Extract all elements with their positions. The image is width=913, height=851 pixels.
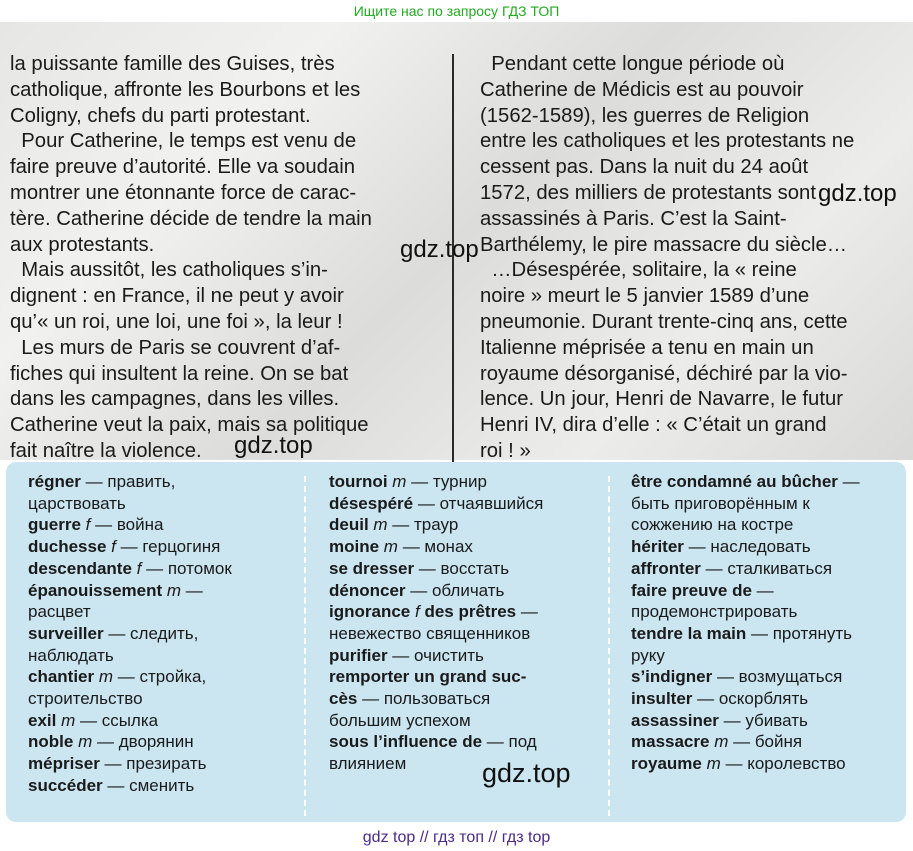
vocabulary-entry — [28, 666, 290, 688]
vocabulary-entry — [28, 601, 290, 623]
text-line: Catherine de Médicis est au pouvoir — [480, 78, 804, 101]
vocabulary-gender: m — [166, 580, 182, 600]
vocabulary-entry — [28, 493, 290, 515]
text-line: aux protestants. — [10, 233, 155, 256]
vocabulary-term: assassiner — [631, 710, 719, 730]
vocabulary-entry — [329, 666, 591, 688]
vocabulary-definition: — очистить — [387, 645, 484, 665]
vocabulary-definition: — траур — [387, 515, 459, 535]
vocabulary-entry — [329, 731, 591, 753]
watermark: gdz.top — [818, 180, 897, 207]
vocabulary-term: mépriser — [28, 754, 100, 774]
text-line: Catherine veut la paix, mais sa politique — [10, 414, 369, 437]
vocabulary-entry — [329, 645, 591, 667]
vocabulary-separator — [608, 476, 610, 816]
vocabulary-gender: m — [714, 732, 729, 752]
vocabulary-definition: — королевство — [720, 754, 846, 774]
vocabulary-column-1 — [28, 471, 290, 797]
vocabulary-definition: — — [516, 602, 538, 622]
vocabulary-gender: m — [383, 537, 398, 557]
vocabulary-term: chantier — [28, 667, 95, 687]
vocabulary-definition: — оскорблять — [692, 689, 809, 709]
vocabulary-entry — [28, 471, 290, 493]
vocabulary-gender: m — [373, 515, 388, 535]
vocabulary-entry — [631, 471, 901, 493]
vocabulary-gender: m — [706, 754, 721, 774]
vocabulary-definition: — война — [90, 515, 164, 535]
vocabulary-term: deuil — [329, 515, 369, 535]
text-line: la puissante famille des Guises, très — [10, 53, 335, 75]
vocabulary-definition: — турнир — [406, 472, 487, 491]
vocabulary-entry — [631, 666, 901, 688]
text-line: 1572, des milliers de protestants sont — [480, 181, 816, 204]
vocabulary-definition: влиянием — [329, 754, 407, 774]
vocabulary-definition: быть приговорённым к — [631, 493, 810, 513]
vocabulary-gender: m — [78, 732, 93, 752]
vocabulary-term: tournoi — [329, 472, 388, 491]
text-line: Barthélemy, le pire massacre du siècle… — [480, 233, 848, 256]
vocabulary-term: exil — [28, 710, 57, 730]
vocabulary-term: duchesse — [28, 537, 107, 557]
text-line: faire preuve d’autorité. Elle va soudain — [10, 156, 355, 179]
vocabulary-entry — [631, 558, 901, 580]
vocabulary-entry — [28, 710, 290, 732]
vocabulary-term: désespéré — [329, 493, 414, 513]
vocabulary-term: affronter — [631, 558, 701, 578]
text-line: noire » meurt le 5 janvier 1589 d’une — [480, 285, 810, 308]
vocabulary-entry — [28, 580, 290, 602]
vocabulary-term: faire preuve de — [631, 580, 752, 600]
vocabulary-term: régner — [28, 472, 81, 491]
vocabulary-term: remporter un grand suc- — [329, 667, 527, 687]
vocabulary-definition: царствовать — [28, 493, 126, 513]
vocabulary-entry — [631, 645, 901, 667]
vocabulary-entry — [631, 688, 901, 710]
text-line: lence. Un jour, Henri de Navarre, le futur — [480, 388, 843, 411]
vocabulary-term: noble — [28, 732, 74, 752]
vocabulary-definition: — бойня — [728, 732, 803, 752]
vocabulary-term: s’indigner — [631, 667, 713, 687]
vocabulary-term: moine — [329, 537, 380, 557]
vocabulary-definition: — сталкиваться — [700, 558, 833, 578]
vocabulary-definition: — под — [482, 732, 537, 752]
vocabulary-definition: невежество священников — [329, 623, 531, 643]
vocabulary-gender: m — [392, 472, 407, 491]
vocabulary-entry — [329, 514, 591, 536]
vocabulary-term: descendante — [28, 558, 132, 578]
vocabulary-entry — [329, 623, 591, 645]
text-line: Henri IV, dira d’elle : « C’était un grand — [480, 414, 827, 437]
vocabulary-definition: — — [837, 472, 860, 491]
text-column-right — [480, 52, 910, 465]
text-line: cessent pas. Dans la nuit du 24 août — [480, 156, 809, 179]
vocabulary-gender: f — [85, 515, 91, 535]
vocabulary-definition: расцвет — [28, 602, 91, 622]
top-banner: Ищите нас по запросу ГДЗ ТОП — [353, 3, 560, 19]
vocabulary-definition: — ссылка — [75, 710, 159, 730]
text-line: dignent : en France, il ne peut y avoir — [10, 285, 344, 308]
text-line: tère. Catherine décide de tendre la main — [10, 207, 372, 230]
vocabulary-gender: m — [61, 710, 76, 730]
vocabulary-entry — [329, 688, 591, 710]
vocabulary-definition: — возмущаться — [712, 667, 843, 687]
text-line: royaume désorganisé, déchiré par la vio- — [480, 362, 848, 385]
text-line: qu’« un roi, une loi, une foi », la leur ! — [10, 310, 343, 333]
vocabulary-entry — [329, 493, 591, 515]
vocabulary-entry — [28, 688, 290, 710]
vocabulary-entry — [28, 536, 290, 558]
vocabulary-term: dénoncer — [329, 580, 406, 600]
vocabulary-entry — [631, 514, 901, 536]
vocabulary-definition: сожжению на костре — [631, 515, 794, 535]
vocabulary-entry — [329, 558, 591, 580]
watermark: gdz.top — [234, 432, 313, 459]
text-line: fiches qui insultent la reine. On se bat — [10, 362, 349, 385]
vocabulary-gender: f — [111, 537, 116, 557]
vocabulary-term: tendre la main — [631, 623, 747, 643]
vocabulary-entry — [329, 471, 591, 493]
vocabulary-column-3 — [631, 471, 901, 775]
vocabulary-gender: f — [414, 602, 420, 622]
vocabulary-entry — [28, 623, 290, 645]
vocabulary-term: royaume — [631, 754, 702, 774]
text-line: montrer une étonnante force de carac- — [10, 181, 357, 204]
text-line: Les murs de Paris se couvrent d’af- — [10, 336, 341, 359]
vocabulary-entry — [631, 536, 901, 558]
vocabulary-definition: — убивать — [718, 710, 808, 730]
vocabulary-entry — [28, 775, 290, 797]
vocabulary-entry — [631, 493, 901, 515]
vocabulary-definition: — — [751, 580, 774, 600]
vocabulary-definition: — править, — [80, 472, 176, 491]
vocabulary-definition: — потомок — [141, 558, 232, 578]
vocabulary-entry — [631, 753, 901, 775]
text-line: Mais aussitôt, les catholiques s’in- — [10, 259, 328, 282]
vocabulary-definition: — — [181, 580, 203, 600]
vocabulary-entry — [631, 710, 901, 732]
vocabulary-definition: — дворянин — [92, 732, 194, 752]
vocabulary-term: se dresser — [329, 558, 415, 578]
vocabulary-gender: m — [98, 667, 114, 687]
vocabulary-definition: — восстать — [414, 558, 510, 578]
text-line: (1562-1589), les guerres de Religion — [480, 104, 810, 127]
vocabulary-box — [6, 462, 906, 822]
vocabulary-entry — [28, 731, 290, 753]
vocabulary-term: succéder — [28, 775, 103, 795]
vocabulary-entry — [631, 580, 901, 602]
vocabulary-definition: — презирать — [99, 754, 207, 774]
vocabulary-term: des prêtres — [419, 602, 517, 622]
vocabulary-gender: f — [136, 558, 142, 578]
vocabulary-definition: — пользоваться — [357, 689, 491, 709]
text-line: Pour Catherine, le temps est venu de — [10, 130, 357, 153]
text-line: …Désespérée, solitaire, la « reine — [480, 259, 797, 282]
vocabulary-term: être condamné au bûcher — [631, 472, 838, 491]
vocabulary-entry — [329, 536, 591, 558]
vocabulary-column-2 — [329, 471, 591, 775]
watermark: gdz.top — [400, 236, 479, 263]
vocabulary-entry — [28, 645, 290, 667]
vocabulary-term: massacre — [631, 732, 710, 752]
vocabulary-term: épanouissement — [28, 580, 163, 600]
vocabulary-term: insulter — [631, 689, 693, 709]
vocabulary-term: purifier — [329, 645, 388, 665]
vocabulary-definition: — монах — [397, 537, 473, 557]
vocabulary-definition: строительство — [28, 689, 143, 709]
text-line: fait naître la violence. — [10, 439, 202, 462]
vocabulary-entry — [28, 514, 290, 536]
text-line: dans les campagnes, dans les villes. — [10, 388, 340, 411]
vocabulary-definition: — отчаявшийся — [413, 493, 544, 513]
vocabulary-definition: руку — [631, 645, 665, 665]
vocabulary-entry — [631, 623, 901, 645]
vocabulary-definition: — обличать — [405, 580, 505, 600]
text-line: Pendant cette longue période où — [480, 53, 785, 75]
vocabulary-entry — [329, 710, 591, 732]
text-line: pneumonie. Durant trente-cinq ans, cette — [480, 310, 848, 333]
vocabulary-definition: наблюдать — [28, 645, 114, 665]
text-line: assassinés à Paris. C’est la Saint- — [480, 207, 787, 230]
vocabulary-definition: — следить, — [103, 623, 199, 643]
vocabulary-definition: — сменить — [102, 775, 195, 795]
bottom-banner: gdz top // гдз топ // гдз top — [362, 829, 551, 846]
vocabulary-definition: большим успехом — [329, 710, 471, 730]
text-line: entre les catholiques et les protestants ne — [480, 130, 855, 153]
vocabulary-definition: — протянуть — [746, 623, 852, 643]
vocabulary-term: surveiller — [28, 623, 104, 643]
text-line: catholique, affronte les Bourbons et les — [10, 78, 361, 101]
vocabulary-separator — [304, 476, 306, 816]
vocabulary-term: guerre — [28, 515, 81, 535]
vocabulary-term: cès — [329, 689, 358, 709]
vocabulary-definition: — наследовать — [683, 537, 811, 557]
vocabulary-entry — [28, 753, 290, 775]
vocabulary-term: sous l’influence de — [329, 732, 483, 752]
vocabulary-definition: — стройка, — [113, 667, 207, 687]
vocabulary-entry — [631, 601, 901, 623]
reading-page — [0, 22, 913, 460]
watermark: gdz.top — [482, 758, 571, 788]
vocabulary-definition: продемонстрировать — [631, 602, 798, 622]
text-line: Coligny, chefs du parti protestant. — [10, 104, 311, 127]
vocabulary-term: ignorance — [329, 602, 411, 622]
text-line: Italienne méprisée a tenu en main un — [480, 336, 814, 359]
vocabulary-term: hériter — [631, 537, 684, 557]
vocabulary-entry — [28, 558, 290, 580]
vocabulary-entry — [329, 601, 591, 623]
vocabulary-entry — [329, 580, 591, 602]
vocabulary-definition: — герцогиня — [115, 537, 221, 557]
text-line: roi ! » — [480, 439, 531, 462]
vocabulary-entry — [631, 731, 901, 753]
text-column-left — [10, 52, 410, 465]
